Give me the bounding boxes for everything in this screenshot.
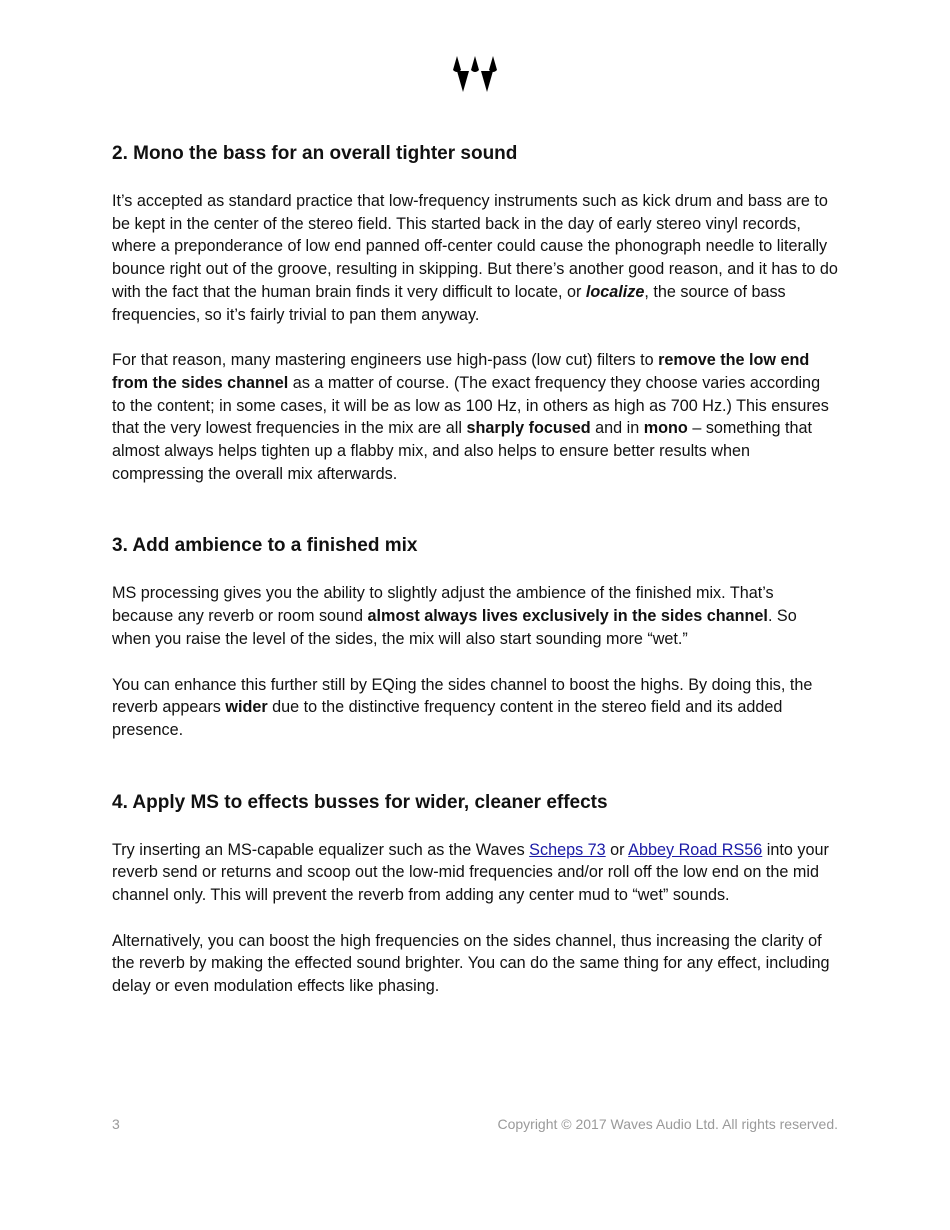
paragraph — [112, 582, 838, 650]
text-run: and in — [590, 419, 644, 438]
bold-text: wider — [225, 698, 268, 717]
text-run: MS processing gives you the ability to slightly adjust the ambience of the finished mix. That’s because any reverb or room sound — [112, 584, 774, 626]
text-run: , the source of bass frequencies, so it’s fairly trivial to pan them anyway. — [112, 282, 786, 324]
abbey-road-rs56-link[interactable]: Abbey Road RS56 — [628, 840, 763, 859]
text-run: . So when you raise the level of the sides, the mix will also start sounding more “wet.” — [112, 607, 797, 648]
text-run: It’s accepted as standard practice that low-frequency instruments such as kick drum and bass are to be kept in the center of the stereo field. This started back in the day of early stereo vinyl records, where a preponderance of low end panned off-center could cause the phonograph needle to literally bounce right out of the groove, resulting in skipping. But there’s another good reason, and it has to do with the fact that the human brain finds it very difficult to locate, or — [112, 192, 838, 301]
bold-text: mono — [643, 419, 688, 438]
text-run: into your reverb send or returns and scoop out the low-mid frequencies and/or roll off the low end on the mid channel only. This will prevent the reverb from adding any center mud to “wet” sounds. — [112, 840, 829, 905]
bold-text: sharply focused — [466, 419, 591, 438]
text-run: Alternatively, you can boost the high frequencies on the sides channel, thus increasing the clarity of the reverb by making the effected sound brighter. You can do the same thing for any effect, including delay or even modulation effects like phasing. — [112, 931, 830, 996]
paragraph — [112, 190, 838, 326]
article-body — [112, 140, 838, 1021]
page-number: 3 — [112, 1116, 120, 1132]
text-run: or — [605, 840, 629, 859]
section-heading: 2. Mono the bass for an overall tighter sound — [112, 143, 518, 164]
text-run: due to the distinctive frequency content in the stereo field and its added presence. — [112, 698, 783, 739]
text-run: as a matter of course. (The exact frequency they choose varies according to the content; in some cases, it will be as low as 100 Hz, in others as high as 700 Hz.) This ensures that the very lowest frequencies in the mix are all — [112, 373, 829, 438]
text-run: Try inserting an MS-capable equalizer such as the Waves — [112, 840, 530, 859]
page-footer — [112, 1116, 838, 1136]
waves-logo-icon — [451, 54, 499, 92]
text-run: For that reason, many mastering engineers use high-pass (low cut) filters to — [112, 351, 659, 370]
section-heading: 4. Apply MS to effects busses for wider, cleaner effects — [112, 791, 608, 813]
scheps-73-link[interactable]: Scheps 73 — [529, 840, 606, 859]
bold-text: remove the low end from the sides channel — [112, 351, 810, 392]
bold-text: almost always lives exclusively in the sides channel — [367, 607, 768, 626]
text-run: You can enhance this further still by EQing the sides channel to boost the highs. By doing this, the reverb appears — [112, 675, 813, 717]
section-heading: 3. Add ambience to a finished mix — [112, 535, 418, 557]
paragraph — [112, 839, 838, 907]
text-run: – something that almost always helps tighten up a flabby mix, and also helps to ensure better results when compressing the overall mix afterwards. — [112, 419, 813, 483]
paragraph — [112, 349, 838, 485]
copyright-notice: Copyright © 2017 Waves Audio Ltd. All rights reserved. — [497, 1116, 838, 1132]
paragraph — [112, 674, 838, 742]
emphasis-text: localize — [585, 282, 645, 301]
paragraph — [112, 930, 838, 998]
